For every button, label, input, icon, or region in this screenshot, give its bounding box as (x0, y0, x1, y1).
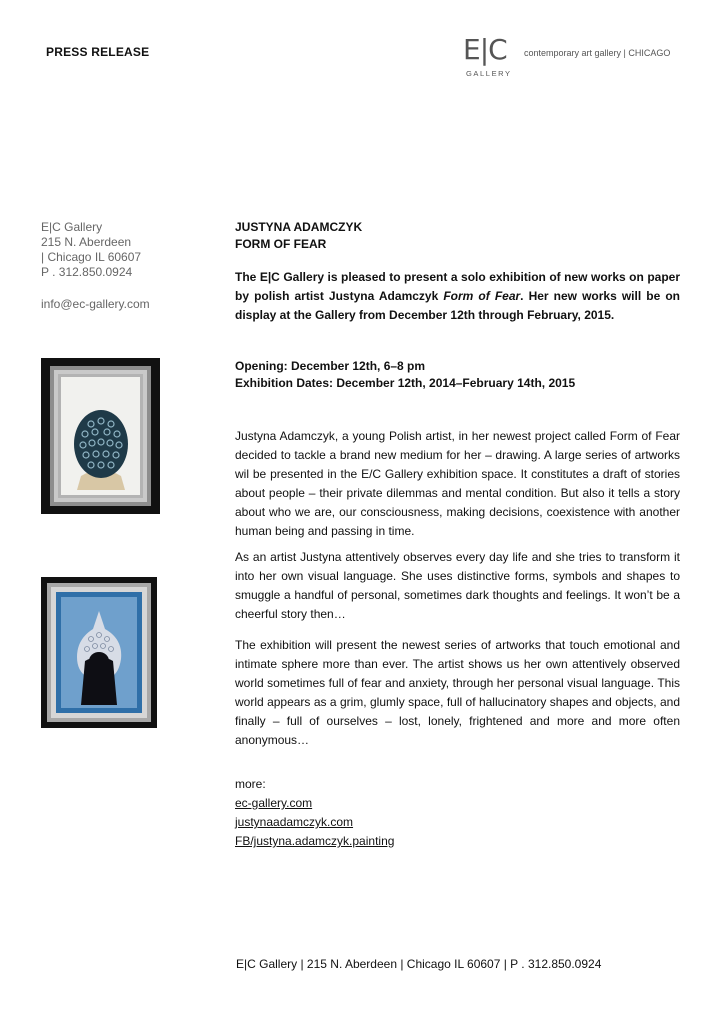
footer-address: E|C Gallery | 215 N. Aberdeen | Chicago IL 60607 | P . 312.850.0924 (236, 957, 602, 971)
logo-word: GALLERY (466, 69, 512, 78)
gallery-logo (463, 33, 513, 82)
logo-mark: E|C (463, 33, 507, 66)
opening-date: Opening: December 12th, 6–8 pm (235, 359, 426, 373)
gallery-tagline: contemporary art gallery | CHICAGO (524, 48, 671, 58)
contact-street: 215 N. Aberdeen (41, 235, 132, 249)
body-paragraph-2: As an artist Justyna attentively observes every day life and she tries to transform it into her own visual language. She uses distinctive forms, symbols and shapes to smuggle a handful of personal, sometimes dark thoughts and feelings. It won’t be a cheerful story then… (235, 550, 680, 621)
exhibition-dates: Exhibition Dates: December 12th, 2014–February 14th, 2015 (235, 376, 576, 390)
contact-email[interactable]: info@ec-gallery.com (41, 297, 150, 311)
more-label: more: (235, 777, 266, 791)
contact-block (41, 220, 141, 280)
link-artist-website[interactable]: justynaadamczyk.com (235, 815, 354, 829)
contact-city: | Chicago IL 60607 (41, 250, 142, 264)
artwork-head-with-rings (41, 358, 160, 514)
link-artist-facebook[interactable]: FB/justyna.adamczyk.painting (235, 834, 395, 848)
artwork-figure-blue-background (41, 577, 157, 728)
body-paragraph-1: Justyna Adamczyk, a young Polish artist, in her newest project called Form of Fear decided to tackle a brand new medium for her – drawing. A large series of artworks wil be presented in the E/C Gallery exhibition space. It constitutes a draft of stories about people – their private dilemmas and mental condition. But also it tells a story about who we are, our consciousness, making decisions, coexistence with another human being and passing in time. (235, 429, 680, 538)
link-gallery-website[interactable]: ec-gallery.com (235, 796, 313, 810)
artist-name: JUSTYNA ADAMCZYK (235, 220, 363, 234)
intro-italic-title: Form of Fear (443, 289, 521, 303)
contact-name: E|C Gallery (41, 220, 103, 234)
intro-text-end: . Her new works will be on display at the Gallery from December 12th through February, 2015. (235, 289, 680, 322)
press-release-label: PRESS RELEASE (46, 45, 150, 59)
intro-paragraph (235, 268, 680, 325)
body-paragraph-3: The exhibition will present the newest series of artworks that touch emotional and intimate sphere more than ever. The artist shows us her own attentively observed world sometimes full of fear and anxiety, through her personal visual language. This world appears as a grim, glumly space, full of hallucinatory shapes and objects, and finally – full of ourselves – lost, lonely, frightened and more and more often anonymous… (235, 638, 680, 747)
contact-phone: P . 312.850.0924 (41, 265, 133, 279)
intro-text-start: The E|C Gallery is pleased to present a solo exhibition of new works on paper by polish artist Justyna Adamczyk (235, 270, 680, 303)
exhibition-title: FORM OF FEAR (235, 237, 327, 251)
more-links-block (235, 775, 680, 851)
